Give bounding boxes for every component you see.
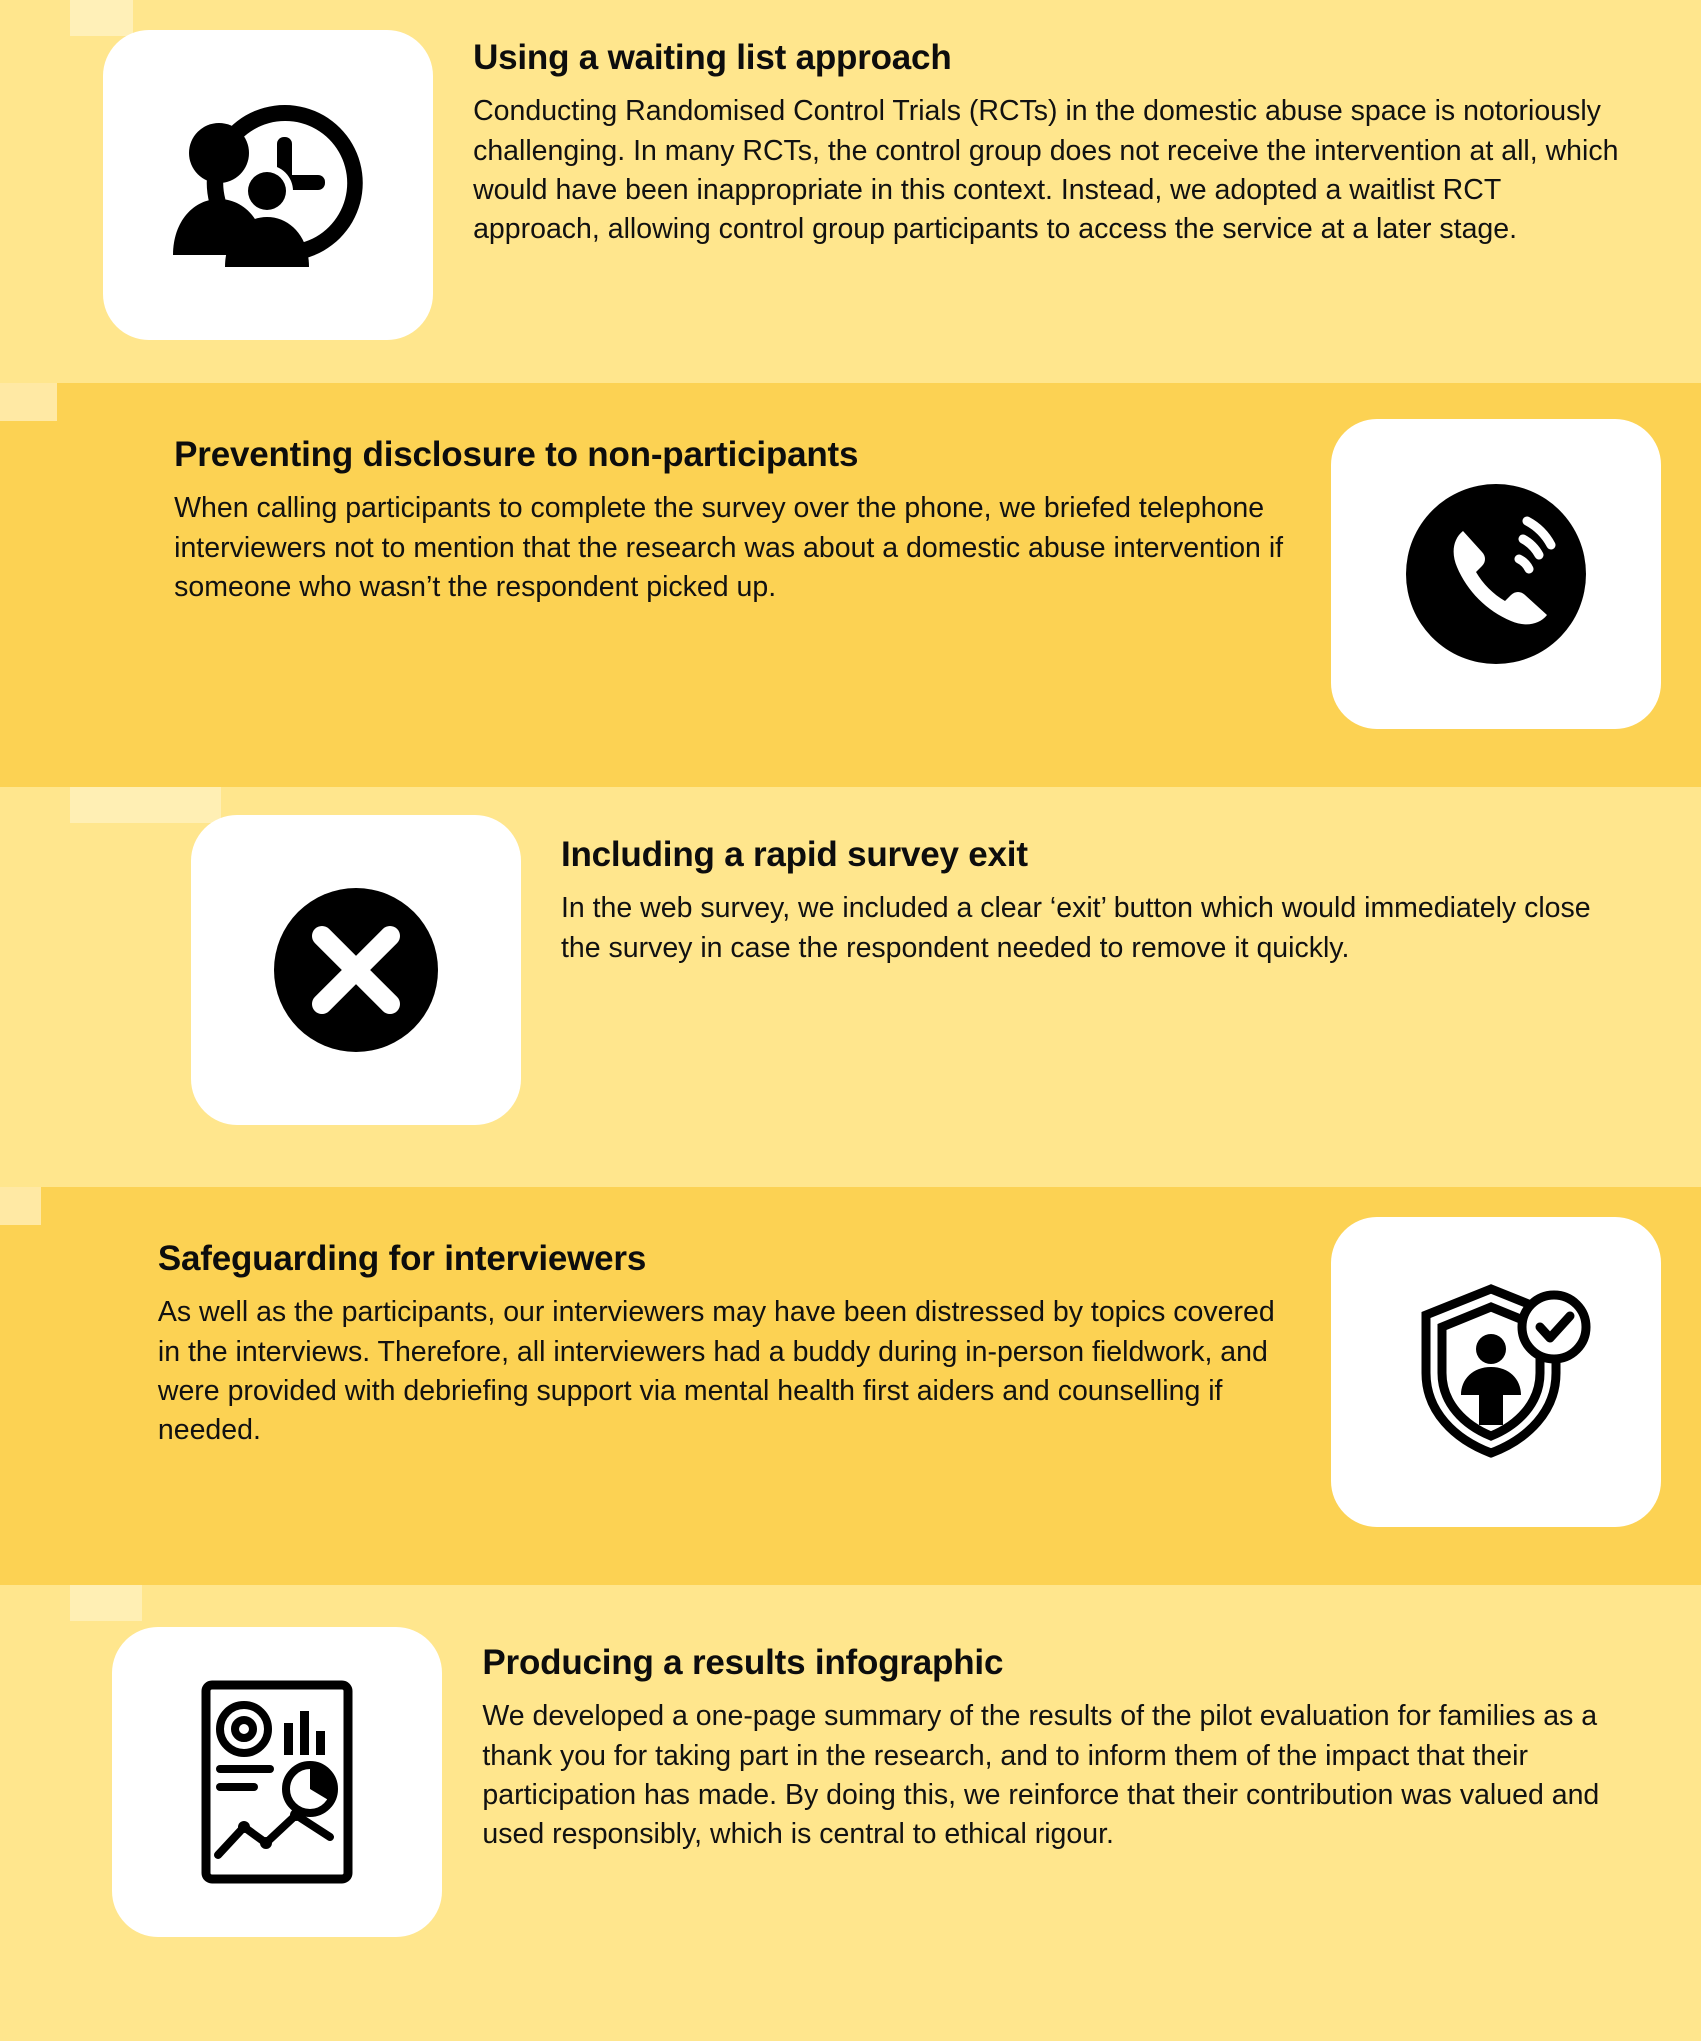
icon-card-3 [191,815,521,1125]
text-col-1 [433,0,1701,250]
icon-card-5 [112,1627,442,1937]
card-body: In the web survey, we included a clear ‘exit’ button which would immediately close the survey in case the respondent needed to remove it quickly. [560,892,1591,964]
section-preventing-disclosure [0,383,1701,787]
card-title: Including a rapid survey exit [560,835,1028,874]
icon-card-2 [1331,419,1661,729]
text-col-5 [442,1585,1701,1855]
card-body: Conducting Randomised Control Trials (RCTs) in the domestic abuse space is notoriously challenging. In many RCTs, the control group does not receive the intervention at all, which would have been inappropriate in this context. Instead, we adopted a waitlist RCT approach, allowing control group participants to access the service at a later stage. [473,95,1619,246]
card-title: Safeguarding for interviewers [157,1239,647,1278]
card-title: Using a waiting list approach [473,38,952,77]
card-title: Preventing disclosure to non-participants [174,435,859,474]
paper-corner-accent [70,1585,142,1621]
paper-corner-accent [70,0,133,36]
section-waiting-list [0,0,1701,383]
text-col-4 [83,1187,1331,1451]
text-col-3 [521,787,1701,968]
shield-person-check-icon [1396,1277,1596,1467]
paper-corner-accent [70,787,221,823]
icon-card-1 [103,30,433,340]
close-circle-icon [266,880,446,1060]
section-results-infographic [0,1585,1701,2041]
card-title: Producing a results infographic [482,1643,1004,1682]
card-body: As well as the participants, our interviewers may have been distressed by topics covered in the interviews. Therefore, all interviewers had a buddy during in-person fieldwork, and were provided with debriefing support via mental health first aiders and counselling if needed. [157,1296,1275,1447]
person-clock-icon [163,95,373,275]
card-body: We developed a one-page summary of the results of the pilot evaluation for families as a thank you for taking part in the research, and to inform them of the impact that their participation has made. By doing this, we reinforce that their contribution was valued and used responsibly, which is central to ethical rigour. [482,1700,1600,1851]
report-chart-document-icon [192,1677,362,1887]
paper-corner-accent [0,1187,41,1225]
paper-corner-accent [0,383,57,421]
phone-call-icon [1401,479,1591,669]
text-col-2 [99,383,1331,607]
icon-card-4 [1331,1217,1661,1527]
section-safeguarding [0,1187,1701,1585]
section-rapid-survey-exit [0,787,1701,1187]
card-body: When calling participants to complete the survey over the phone, we briefed telephone interviewers not to mention that the research was about a domestic abuse intervention if someone who wasn’t the respondent picked up. [174,492,1284,603]
